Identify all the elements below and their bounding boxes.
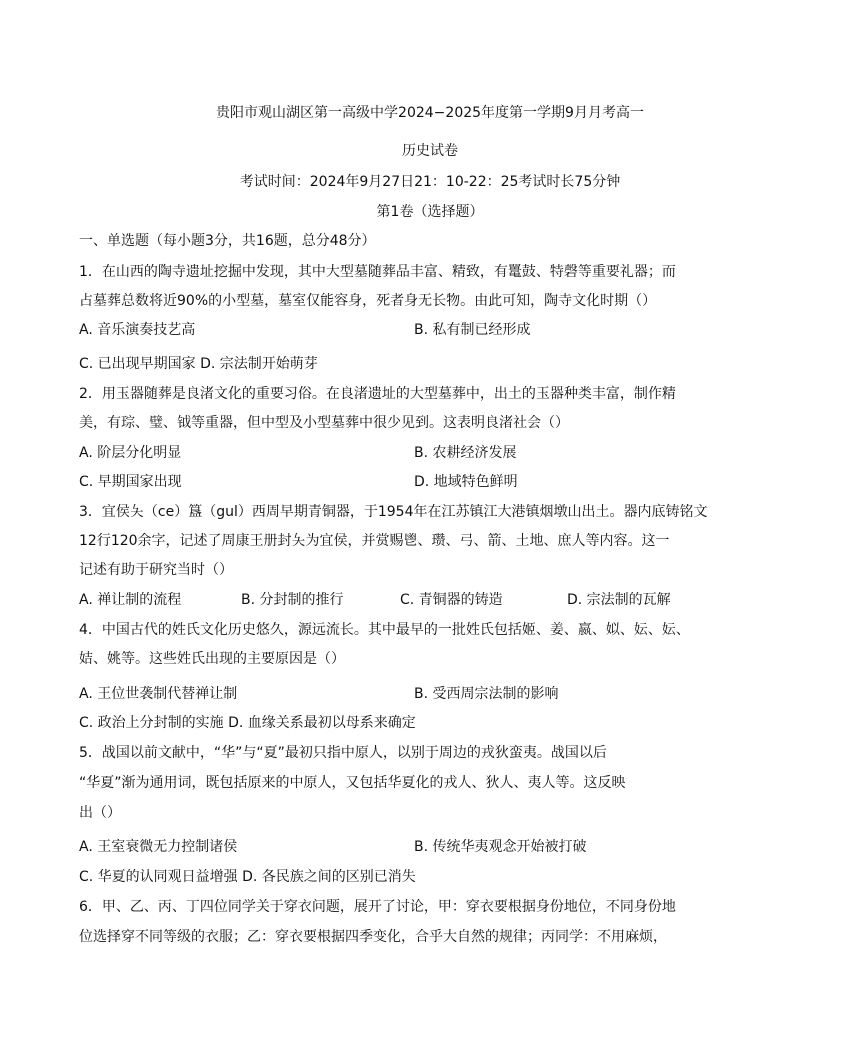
exam-time: 考试时间：2024年9月27日21：10-22：25考试时长75分钟 [239, 174, 621, 190]
question-stem-line: 位选择穿不同等级的衣服；乙：穿衣要根据四季变化，合乎大自然的规律；丙同学：不用麻烦， [79, 929, 667, 945]
question-stem-line: 记述有助于研究当时（） [79, 562, 233, 578]
question-stem-line: 1．在山西的陶寺遗址挖掘中发现，其中大型墓随葬品丰富、精致，有鼍鼓、特磬等重要礼器；而 [79, 264, 676, 280]
option-c: C. 青铜器的铸造 [400, 592, 503, 608]
question-stem-line: 3．宜侯夨（ce）簋（gul）西周早期青铜器，于1954年在江苏镇江大港镇烟墩山出土。器内底铸铭文 [79, 504, 708, 520]
option-a: A. 王室衰微无力控制诸侯 [79, 839, 238, 855]
question-stem-line: “华夏”渐为通用词，既包括原来的中原人，又包括华夏化的戎人、狄人、夷人等。这反映 [79, 775, 626, 791]
option-a: A. 音乐演奏技艺高 [79, 322, 196, 338]
question-stem-line: 12行120余字，记述了周康王册封夨为宜侯，并赏赐鬯、瓒、弓、箭、土地、庶人等内容。这一 [79, 533, 670, 549]
option-b: B. 分封制的推行 [241, 592, 344, 608]
question-stem-line: 占墓葬总数将近90%的小型墓，墓室仅能容身，死者身无长物。由此可知，陶寺文化时期（） [79, 293, 657, 309]
option-c-d: C. 华夏的认同观日益增强 D. 各民族之间的区别已消失 [79, 869, 416, 885]
option-a: A. 禅让制的流程 [79, 592, 182, 608]
question-stem-line: 出（） [79, 805, 121, 821]
section-heading: 一、单选题（每小题3分，共16题，总分48分） [79, 233, 376, 249]
option-d: D. 宗法制的瓦解 [567, 592, 671, 608]
option-d: D. 地域特色鲜明 [414, 474, 518, 490]
question-stem-line: 姞、姚等。这些姓氏出现的主要原因是（） [79, 651, 345, 667]
option-a: A. 阶层分化明显 [79, 445, 182, 461]
question-stem-line: 4．中国古代的姓氏文化历史悠久，源远流长。其中最早的一批姓氏包括姬、姜、嬴、姒、妘、妘、 [79, 622, 690, 638]
question-stem-line: 5．战国以前文献中，“华”与“夏”最初只指中原人，以别于周边的戎狄蛮夷。战国以后 [79, 745, 607, 761]
option-b: B. 农耕经济发展 [414, 445, 517, 461]
option-b: B. 受西周宗法制的影响 [414, 686, 559, 702]
exam-title: 贵阳市观山湖区第一高级中学2024−2025年度第一学期9月月考高一 [216, 105, 644, 121]
question-stem-line: 美，有琮、璧、钺等重器，但中型及小型墓葬中很少见到。这表明良渚社会（） [79, 415, 569, 431]
option-b: B. 传统华夷观念开始被打破 [414, 839, 587, 855]
option-c-d: C. 已出现早期国家 D. 宗法制开始萌芽 [79, 356, 318, 372]
question-stem-line: 2．用玉器随葬是良渚文化的重要习俗。在良渚遗址的大型墓葬中，出土的玉器种类丰富，制作精 [79, 386, 676, 402]
question-stem-line: 6．甲、乙、丙、丁四位同学关于穿衣问题，展开了讨论，甲：穿衣要根据身份地位，不同身份地 [79, 899, 676, 915]
option-c-d: C. 政治上分封制的实施 D. 血缘关系最初以母系来确定 [79, 715, 416, 731]
option-c: C. 早期国家出现 [79, 474, 182, 490]
option-a: A. 王位世袭制代替禅让制 [79, 686, 238, 702]
option-b: B. 私有制已经形成 [414, 322, 531, 338]
volume-title: 第1卷（选择题） [376, 204, 484, 220]
subject-title: 历史试卷 [402, 143, 458, 159]
